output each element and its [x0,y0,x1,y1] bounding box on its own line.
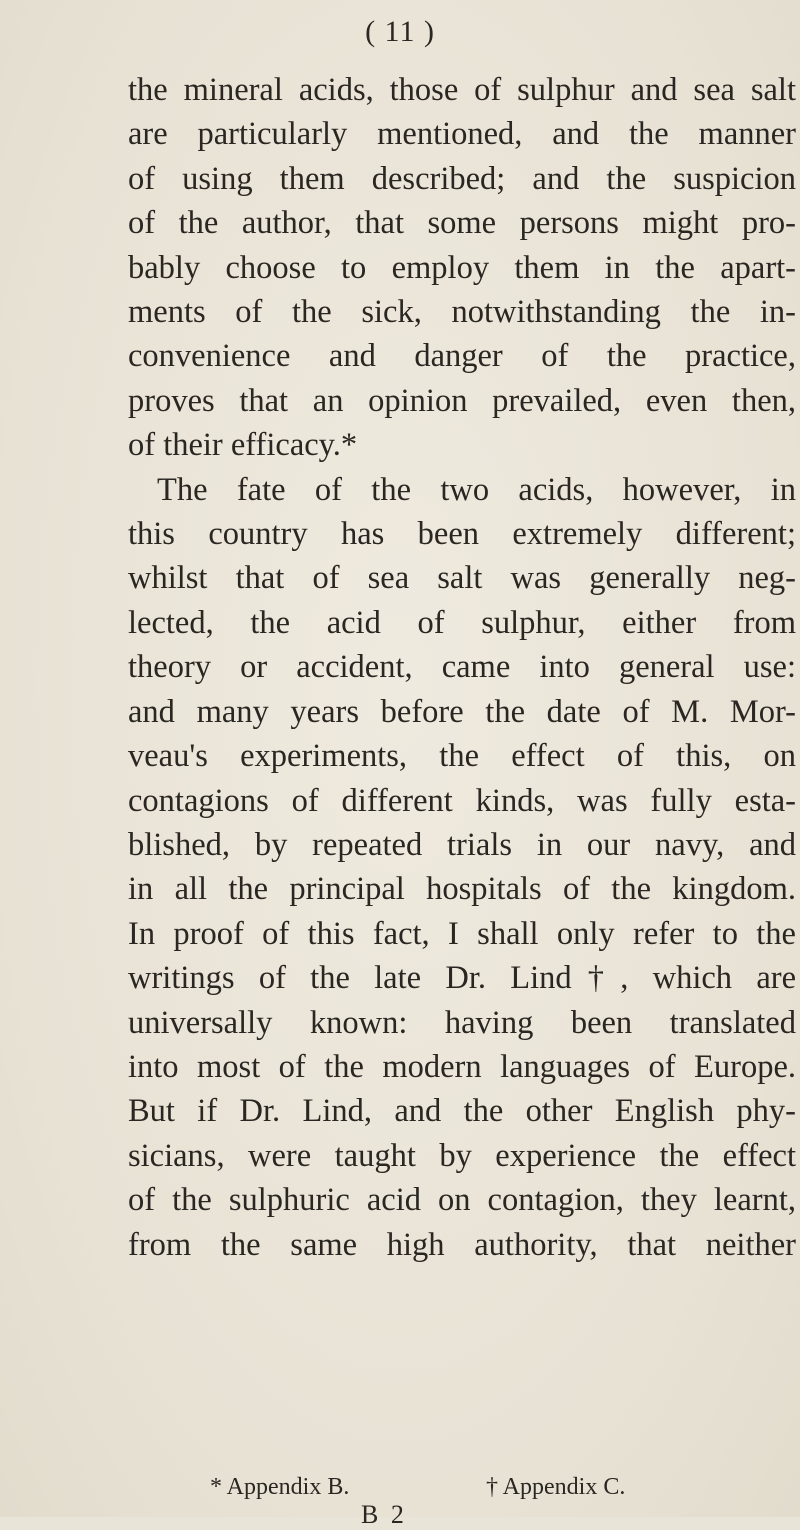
text-line: blished, by repeated trials in our navy, and [128,826,796,863]
text-line: contagions of different kinds, was fully esta- [128,782,796,819]
text-line: from the same high authority, that neither [128,1226,796,1263]
text-line: of the author, that some persons might pro- [128,205,796,242]
text-line: In proof of this fact, I shall only refer to the [128,915,796,952]
text-line: whilst that of sea salt was generally neg- [128,560,796,597]
text-line: and many years before the date of M. Mor- [128,693,796,730]
signature-mark: B 2 [361,1500,407,1529]
text-line: are particularly mentioned, and the manner [128,116,796,153]
text-line: lected, the acid of sulphur, either from [128,604,796,641]
footnote-appendix-b: * Appendix B. [210,1474,350,1500]
text-line: bably choose to employ them in the apart- [128,249,796,286]
text-line: writings of the late Dr. Lind†, which are [128,960,796,997]
text-line: sicians, were taught by experience the effect [128,1137,796,1174]
text-line: theory or accident, came into general use: [128,649,796,686]
text-line: veau's experiments, the effect of this, on [128,738,796,775]
text-line: the mineral acids, those of sulphur and sea salt [128,72,796,108]
footnote-appendix-c: † Appendix C. [486,1474,626,1500]
text-line: convenience and danger of the practice, [128,338,796,375]
text-line: The fate of the two acids, however, in [157,471,796,508]
text-line: of the sulphuric acid on contagion, they learnt, [128,1182,796,1219]
text-line: But if Dr. Lind, and the other English phy- [128,1093,796,1130]
text-line: of their efficacy.* [128,427,358,464]
text-line: ments of the sick, notwithstanding the in- [128,294,796,331]
page-number: ( 11 ) [365,15,435,48]
text-line: into most of the modern languages of Europe. [128,1048,796,1085]
text-line: of using them described; and the suspicion [128,160,796,197]
text-line: universally known: having been translated [128,1004,796,1041]
text-line: in all the principal hospitals of the kingdom. [128,871,796,908]
text-line: proves that an opinion prevailed, even then, [128,382,796,419]
text-line: this country has been extremely different; [128,516,796,553]
body-text [128,68,796,1267]
